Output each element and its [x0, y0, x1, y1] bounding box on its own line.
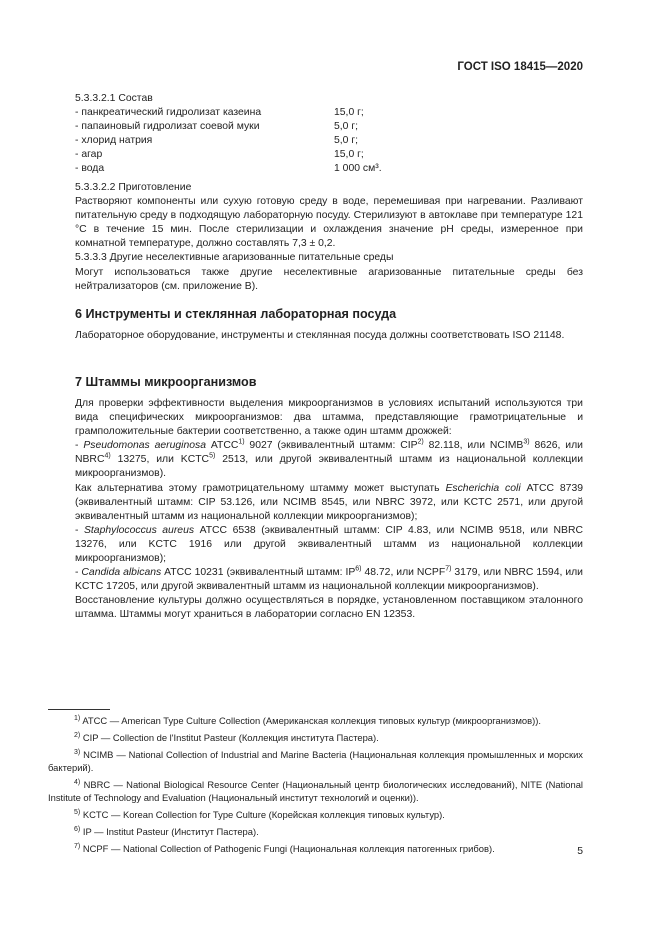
strain-staphylococcus: - Staphylococcus aureus АТСС 6538 (эквивалентный штамм: CIP 4.83, или NCIMB 9518, или NBRC 13276, или KCTC 1916 или другой эквивалентный штамм из национальной коллекции микроорганизмов);: [75, 524, 583, 565]
composition-list: [75, 106, 583, 176]
ingredient-name: - агар: [75, 149, 103, 161]
paragraph: Восстановление культуры должно осуществляться в порядке, установленном поставщиком эталонного штамма. Штаммы могут храниться в лаборатории согласно EN 12353.: [75, 595, 583, 621]
footnote: $^{7)}$ NCPF — National Collection of Pathogenic Fungi (Национальная коллекция патогенных грибов).: [74, 842, 495, 854]
ingredient-name: - папаиновый гидролизат соевой муки: [75, 121, 260, 133]
page-number: 5: [577, 846, 583, 857]
ingredient-name: - вода: [75, 163, 105, 175]
preparation-block: [75, 181, 583, 294]
paragraph: Для проверки эффективности выделения микроорганизмов в условиях испытаний используются три вида специфических микроорганизмов: два штамма, представляющие грамотрицательные и грамположительные бактерии соответственно, а также один штамм дрожжей:: [75, 398, 583, 438]
ingredient-value: 5,0 г;: [334, 135, 359, 147]
subsection-title: 5.3.3.2.2 Приготовление: [75, 182, 192, 193]
strain-candida: - Candida albicans АТСС 10231 (эквивалентный штамм: IP$^{6)}$ 48.72, или NCPF$^{7)}$ 3179, или NBRC 1594, или KCTC 17205, или другой эквивалентный штамм из национальной коллекции микроорганизмов).: [75, 565, 583, 593]
section-heading-7: 7 Штаммы микроорганизмов: [75, 375, 257, 389]
ingredient-value: 1 000 см³.: [334, 163, 382, 175]
footnotes: [48, 714, 583, 859]
ingredient-name: - хлорид натрия: [75, 135, 153, 147]
strain-ecoli: Как альтернатива этому грамотрицательному штамму может выступать Escherichia coli АТСС 8739 (эквивалентный штамм: CIP 53.126, или NCIMB 8545, или NBRC 3972, или KCTC 2571, или другой эквивалентный штамм из национальной коллекции микроорганизмов);: [75, 482, 583, 522]
footnote: $^{2)}$ CIP — Collection de l'Institut Pasteur (Коллекция института Пастера).: [74, 731, 379, 743]
section-6-text: [75, 329, 583, 343]
ingredient-value: 15,0 г;: [334, 149, 364, 161]
composition-row: [75, 162, 583, 176]
document-header: ГОСТ ISO 18415—2020: [457, 61, 583, 73]
composition-row: [75, 148, 583, 162]
composition-row: [75, 134, 583, 148]
subsection-title: 5.3.3.2.1 Состав: [75, 93, 153, 104]
subsection-title: 5.3.3.3 Другие неселективные агаризованные питательные среды: [75, 252, 394, 264]
footnote-separator: [48, 709, 110, 710]
other-media-text: Могут использоваться также другие неселективные агаризованные питательные среды без нейтрализаторов (см. приложение В).: [75, 266, 583, 292]
footnote: $^{3)}$ NCIMB — National Collection of Industrial and Marine Bacteria (Национальная коллекция промышленных и морских бактерий).: [48, 748, 583, 773]
subsection-composition-title: [75, 92, 583, 106]
section-7-text: [75, 397, 583, 623]
footnote: $^{6)}$ IP — Institut Pasteur (Институт Пастера).: [74, 825, 259, 837]
paragraph: Лабораторное оборудование, инструменты и стеклянная посуда должны соответствовать ISO 21148.: [75, 330, 565, 341]
ingredient-value: 15,0 г;: [334, 107, 364, 118]
preparation-text: Растворяют компоненты или сухую готовую среду в воде, перемешивая при нагревании. Разливают питательную среду в подходящую лабораторную посуду. Стерилизуют в автоклаве при температуре 121 °С в течение 15 мин. После стерилизации и охлаждения значение рН среды, измеренное при комнатной температуре, должно составлять 7,3 ± 0,2.: [75, 196, 583, 250]
footnote: $^{1)}$ ATCC — American Type Culture Collection (Американская коллекция типовых культур (микроорганизмов)).: [74, 714, 541, 726]
footnote: $^{5)}$ KCTC — Korean Collection for Type Culture (Корейская коллекция типовых культур).: [74, 808, 445, 820]
composition-row: [75, 120, 583, 134]
composition-row: [75, 106, 583, 120]
footnote: $^{4)}$ NBRC — National Biological Resource Center (Национальный центр биологических исследований), NITE (National Institute of Technology and Evaluation (Национальный институт технологий и оценки)).: [48, 778, 583, 803]
ingredient-name: - панкреатический гидролизат казеина: [75, 107, 262, 118]
ingredient-value: 5,0 г;: [334, 121, 359, 133]
section-heading-6: 6 Инструменты и стеклянная лабораторная посуда: [75, 307, 397, 321]
strain-pseudomonas: - Pseudomonas aeruginosa АТСС$^{1)}$ 9027 (эквивалентный штамм: CIP$^{2)}$ 82.118, или NCIMB$^{3)}$ 8626, или NBRC$^{4)}$ 13275, или KCTC$^{5)}$ 2513, или другой эквивалентный штамм из национальной коллекции микроорганизмов).: [75, 438, 583, 480]
